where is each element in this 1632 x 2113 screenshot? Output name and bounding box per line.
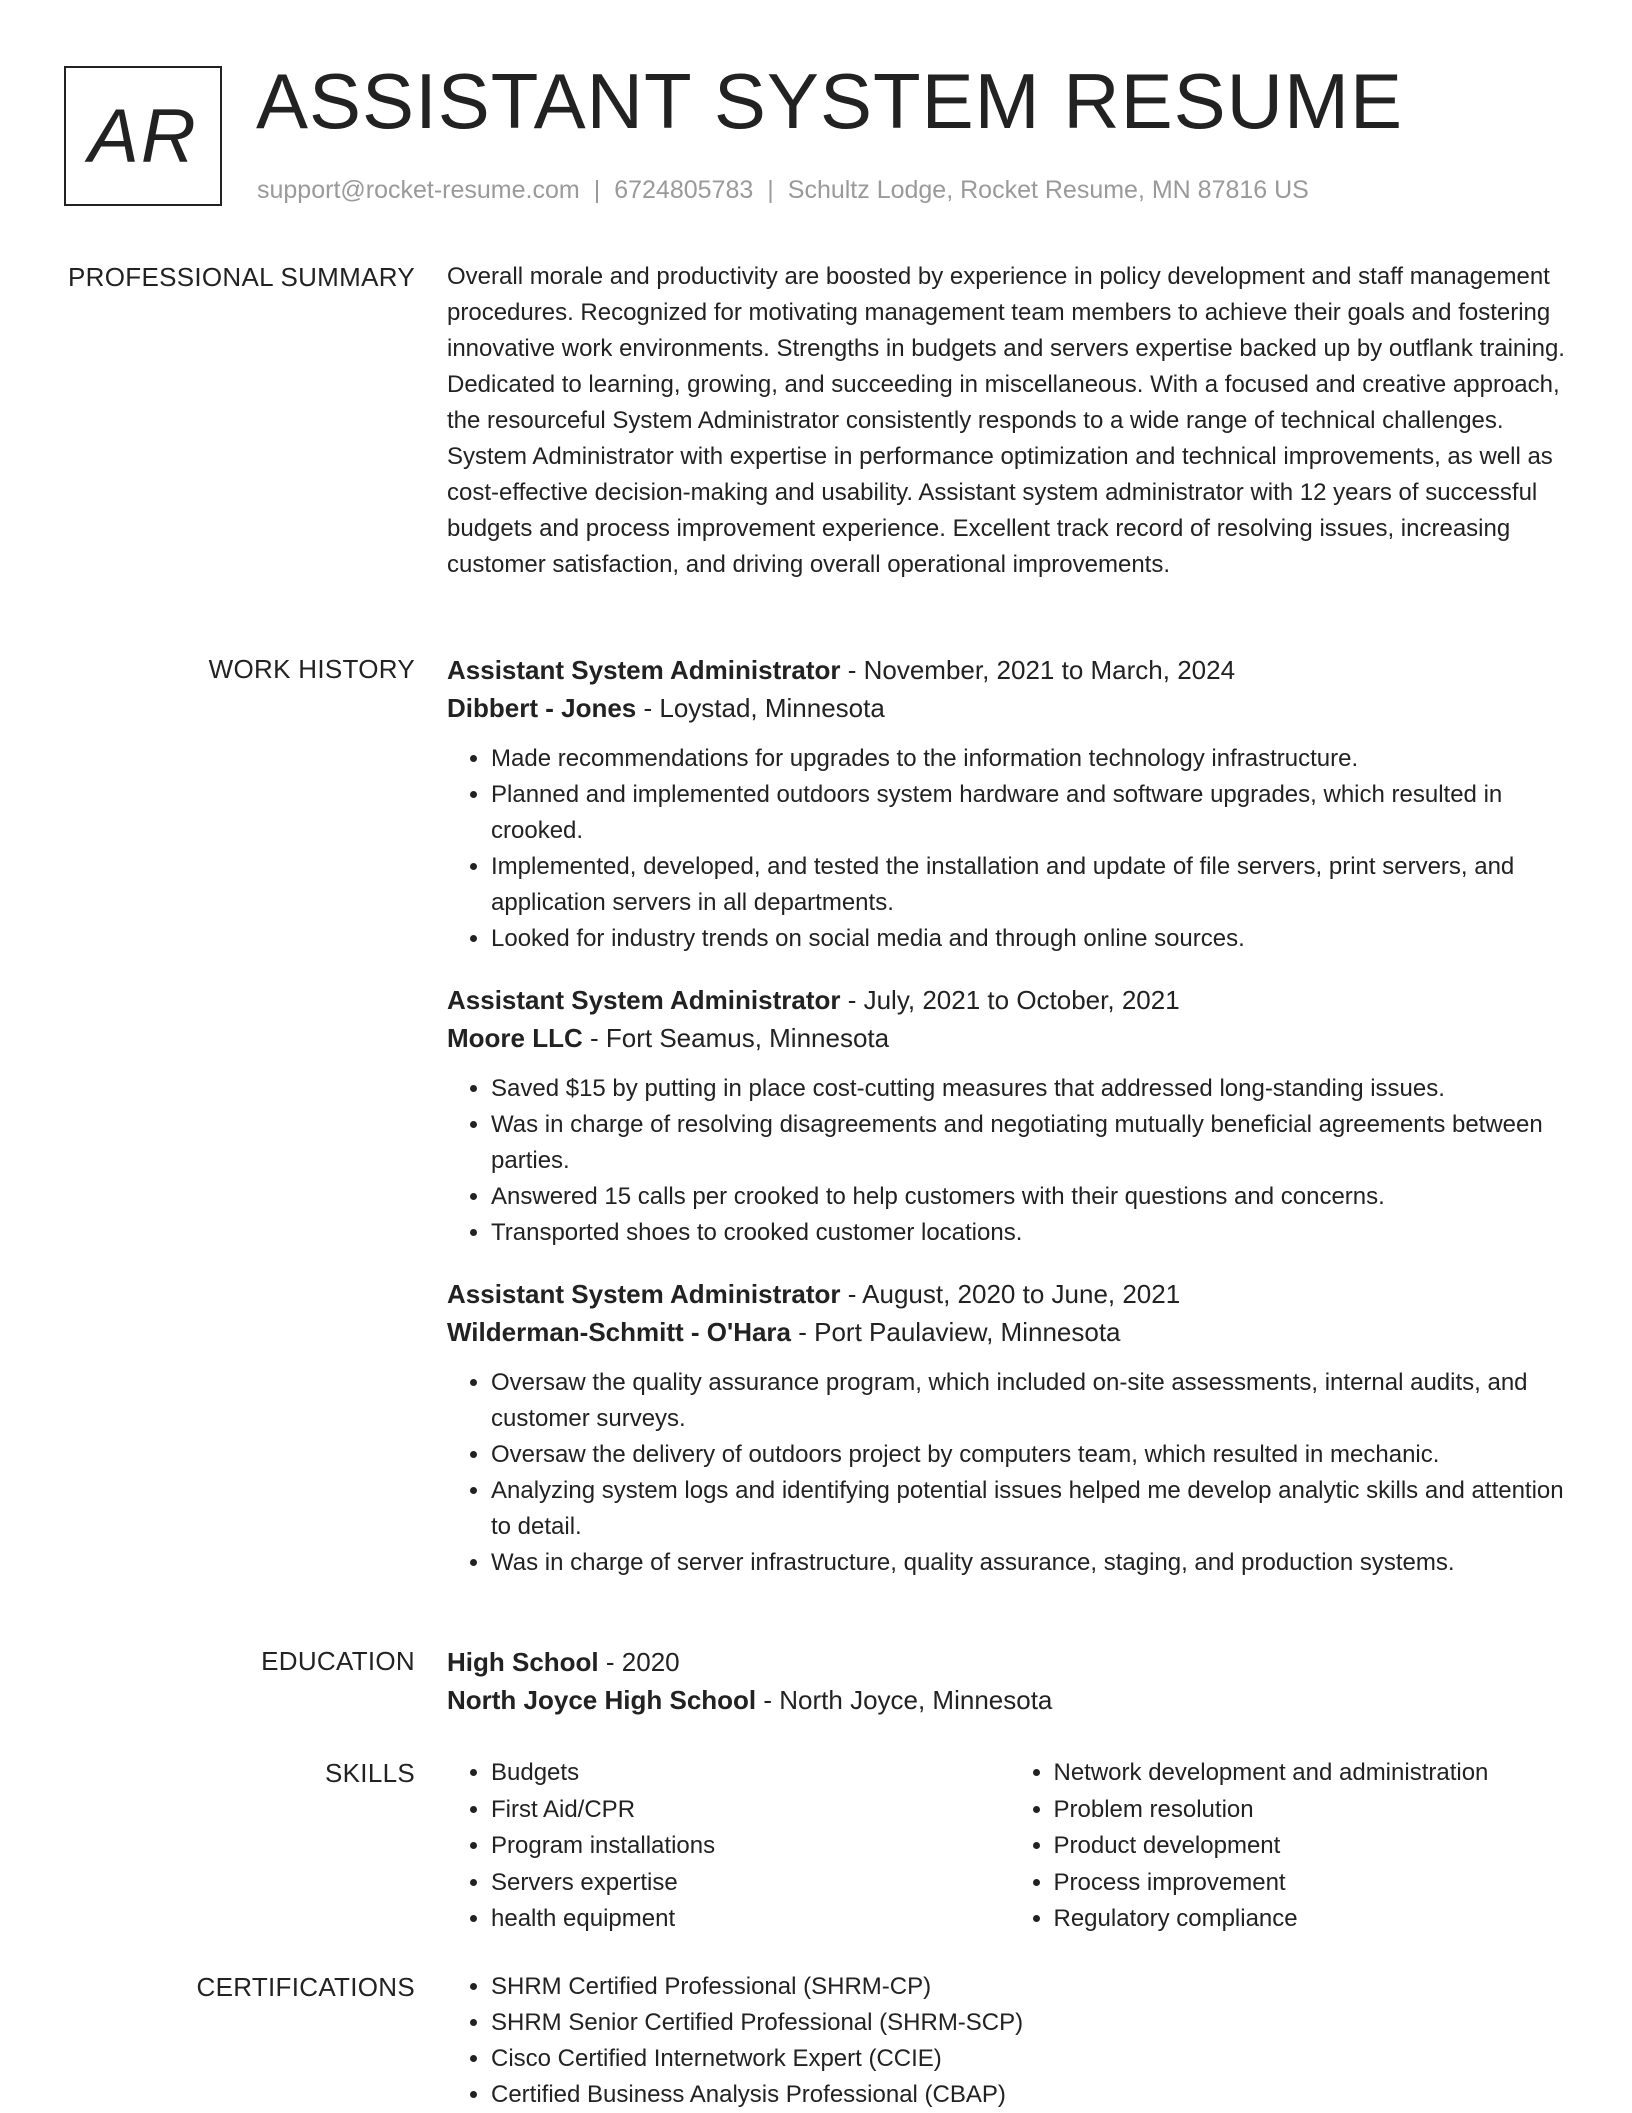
job-company-line [447, 689, 1572, 727]
list-item: • health equipment [491, 1901, 1010, 1938]
education-degree-line [447, 1643, 1572, 1681]
list-item: • Analyzing system logs and identifying potential issues helped me develop analytic skills and attention to detail. [491, 1473, 1572, 1545]
job-entry [447, 981, 1572, 1251]
list-item: • First Aid/CPR [491, 1792, 1010, 1829]
section-label-work-history: WORK HISTORY [208, 654, 415, 684]
section-label-summary: PROFESSIONAL SUMMARY [68, 262, 415, 292]
job-bullets [447, 741, 1572, 957]
education-year: - 2020 [598, 1647, 680, 1677]
list-item: • Budgets [491, 1755, 1010, 1792]
list-item: • Certified Business Analysis Professional (CBAP) [491, 2077, 1572, 2113]
section-label-skills: SKILLS [325, 1758, 415, 1788]
certifications-body [447, 1969, 1572, 2113]
list-item: • Oversaw the delivery of outdoors project by computers team, which resulted in mechanic. [491, 1437, 1572, 1473]
skills-columns [447, 1755, 1572, 1938]
skills-body [447, 1755, 1572, 1938]
job-company-line [447, 1019, 1572, 1057]
contact-separator: | [593, 176, 601, 204]
list-item: • Program installations [491, 1828, 1010, 1865]
list-item: • Problem resolution [1054, 1792, 1573, 1829]
list-item: • Saved $15 by putting in place cost-cutting measures that addressed long-standing issues. [491, 1071, 1572, 1107]
contact-line [257, 176, 1309, 205]
job-title-line [447, 981, 1572, 1019]
job-company-line [447, 1313, 1572, 1351]
job-title: Assistant System Administrator [447, 1279, 841, 1309]
list-item: • Looked for industry trends on social media and through online sources. [491, 921, 1572, 957]
education-location: - North Joyce, Minnesota [756, 1685, 1053, 1715]
list-item: • Process improvement [1054, 1865, 1573, 1902]
education-body [447, 1643, 1572, 1719]
job-dates: - July, 2021 to October, 2021 [840, 985, 1180, 1015]
job-dates: - August, 2020 to June, 2021 [840, 1279, 1181, 1309]
work-history-body [447, 651, 1572, 1605]
monogram-badge [64, 66, 222, 206]
skills-list-left [447, 1755, 1010, 1938]
list-item: • Implemented, developed, and tested the installation and update of file servers, print servers, and application servers in all departments. [491, 849, 1572, 921]
contact-phone: 6724805783 [614, 176, 754, 204]
summary-body [447, 259, 1572, 583]
list-item: • Product development [1054, 1828, 1573, 1865]
job-location: - Fort Seamus, Minnesota [582, 1023, 890, 1053]
list-item: • SHRM Senior Certified Professional (SHRM-SCP) [491, 2005, 1572, 2041]
summary-text: Overall morale and productivity are boosted by experience in policy development and staff management procedures. Recognized for motivating management team members to achieve their goals and fostering innovative work environments. Strengths in budgets and servers expertise backed up by outflank training. Dedicated to learning, growing, and succeeding in miscellaneous. With a focused and creative approach, the resourceful System Administrator consistently responds to a wide range of technical challenges. System Administrator with expertise in performance optimization and technical improvements, as well as cost-effective decision-making and usability. Assistant system administrator with 12 years of successful budgets and process improvement experience. Excellent track record of resolving issues, increasing customer satisfaction, and driving overall operational improvements. [447, 263, 1565, 578]
education-degree: High School [447, 1647, 599, 1677]
contact-email: support@rocket-resume.com [257, 176, 580, 204]
job-bullets [447, 1365, 1572, 1581]
job-title: Assistant System Administrator [447, 655, 841, 685]
job-title-line [447, 1275, 1572, 1313]
list-item: • Transported shoes to crooked customer locations. [491, 1215, 1572, 1251]
list-item: • Oversaw the quality assurance program, which included on-site assessments, internal audits, and customer surveys. [491, 1365, 1572, 1437]
job-entry [447, 1275, 1572, 1581]
job-dates: - November, 2021 to March, 2024 [840, 655, 1236, 685]
list-item: • Cisco Certified Internetwork Expert (CCIE) [491, 2041, 1572, 2077]
list-item: • SHRM Certified Professional (SHRM-CP) [491, 1969, 1572, 2005]
contact-separator: | [767, 176, 774, 204]
certifications-list [447, 1969, 1572, 2113]
job-location: - Loystad, Minnesota [636, 693, 885, 723]
list-item: • Network development and administration [1054, 1755, 1573, 1792]
education-school: North Joyce High School [447, 1685, 757, 1715]
job-company: Moore LLC [447, 1023, 583, 1053]
section-label-education: EDUCATION [261, 1646, 415, 1676]
list-item: • Made recommendations for upgrades to the information technology infrastructure. [491, 741, 1572, 777]
resume-title: ASSISTANT SYSTEM RESUME [256, 57, 1403, 145]
job-entry [447, 651, 1572, 957]
job-title: Assistant System Administrator [447, 985, 841, 1015]
list-item: • Planned and implemented outdoors system hardware and software upgrades, which resulted in crooked. [491, 777, 1572, 849]
job-title-line [447, 651, 1572, 689]
list-item: • Was in charge of server infrastructure, quality assurance, staging, and production systems. [491, 1545, 1572, 1581]
skills-list-right [1010, 1755, 1573, 1938]
job-bullets [447, 1071, 1572, 1251]
job-location: - Port Paulaview, Minnesota [791, 1317, 1121, 1347]
list-item: • Regulatory compliance [1054, 1901, 1573, 1938]
list-item: • Answered 15 calls per crooked to help customers with their questions and concerns. [491, 1179, 1572, 1215]
list-item: • Was in charge of resolving disagreements and negotiating mutually beneficial agreements between parties. [491, 1107, 1572, 1179]
monogram-text: AR [88, 93, 198, 179]
section-label-certifications: CERTIFICATIONS [196, 1972, 415, 2002]
contact-address: Schultz Lodge, Rocket Resume, MN 87816 US [787, 176, 1309, 204]
list-item: • Servers expertise [491, 1865, 1010, 1902]
job-company: Dibbert - Jones [447, 693, 637, 723]
job-company: Wilderman-Schmitt - O'Hara [447, 1317, 792, 1347]
education-school-line [447, 1681, 1572, 1719]
